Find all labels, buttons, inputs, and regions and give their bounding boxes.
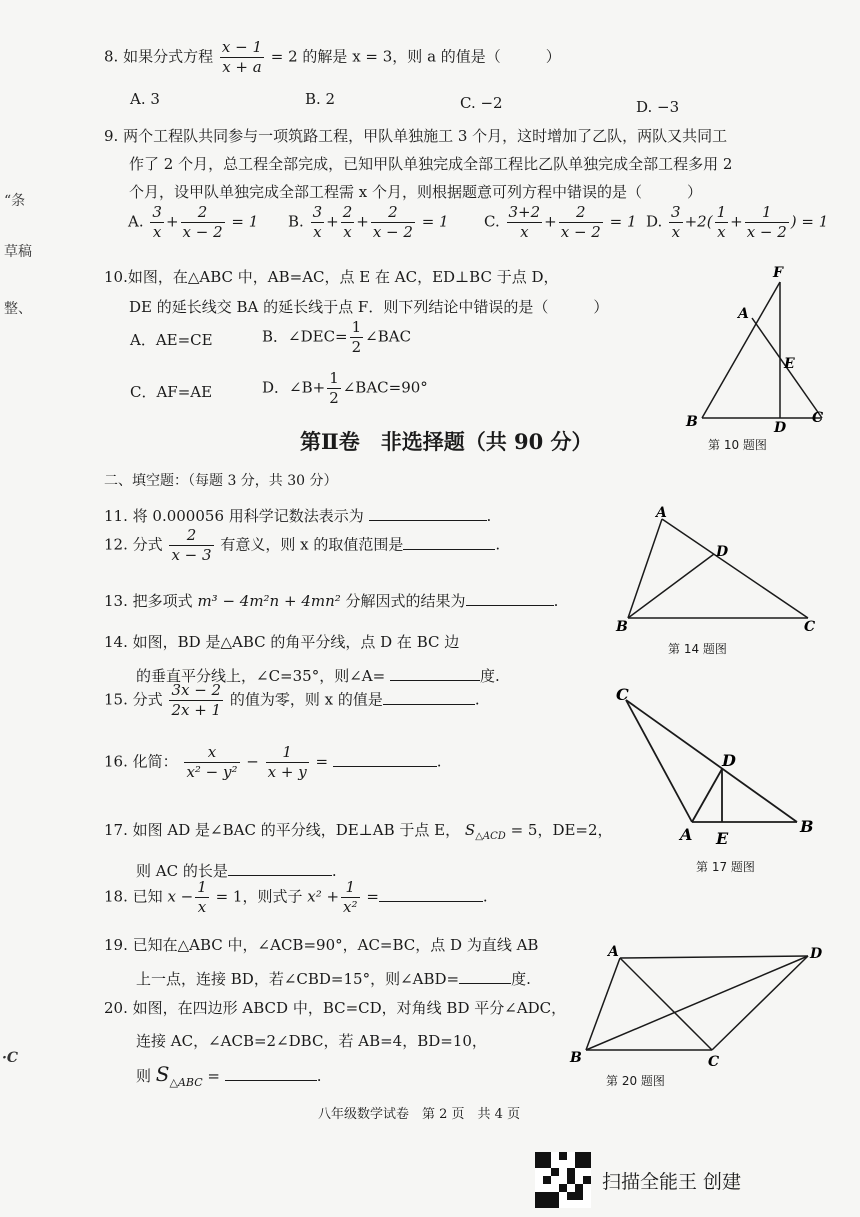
question-19: 19. 已知在△ABC 中，∠ACB=90°，AC=BC，点 D 为直线 AB 上一点，连接 BD，若∠CBD=15°，则∠ABD= 度.: [104, 936, 539, 988]
svg-text:C: C: [708, 1054, 720, 1068]
q9-option-d: D. $\frac{3}{x}$ +2( $\frac{1}{x}$ + $\frac{1}{x - 2}$ ) = 1: [646, 203, 829, 241]
q9-option-a: A. $\frac{3}{x}$ + $\frac{2}{x - 2}$ = 1: [128, 203, 259, 241]
question-13: 13. 把多项式 m³ − 4m²n + 4mn² 分解因式的结果为 .: [104, 592, 559, 610]
q12-answer-blank[interactable]: [403, 535, 495, 550]
svg-text:D: D: [774, 420, 787, 432]
question-17: 17. 如图 AD 是∠BAC 的平分线，DE⊥AB 于点 E， $S_{\triangle ACD} = 5$，DE=2， 则 AC 的长是 .: [104, 821, 613, 880]
q16-answer-blank[interactable]: [333, 752, 437, 767]
question-15: 15. 分式 $\frac{3x - 2}{2x + 1}$ 的值为零，则 x 的值是 .: [104, 681, 480, 719]
q11-answer-blank[interactable]: [369, 506, 487, 521]
q18-answer-blank[interactable]: [379, 887, 483, 902]
scanner-watermark: 扫描全能王 创建: [602, 1171, 742, 1193]
svg-text:A: A: [656, 505, 667, 521]
svg-text:B: B: [686, 414, 698, 430]
svg-text:A: A: [738, 306, 749, 322]
svg-text:D: D: [810, 946, 823, 962]
svg-text:B: B: [570, 1050, 582, 1066]
margin-text-3: 整、: [4, 301, 32, 317]
q10-option-d: D．∠B+ $\frac{1}{2}$ ∠BAC=90°: [262, 369, 428, 407]
q13-answer-blank[interactable]: [466, 591, 554, 606]
q8-option-d: D. −3: [636, 98, 680, 116]
q9-option-b: B. $\frac{3}{x}$ + $\frac{2}{x}$ + $\frac{2}{x - 2}$ = 1: [288, 203, 449, 241]
q14-answer-blank[interactable]: [390, 666, 480, 681]
svg-text:B: B: [800, 817, 814, 836]
question-12: 12. 分式 $\frac{2}{x - 3}$ 有意义，则 x 的取值范围是 .: [104, 526, 501, 564]
svg-text:A: A: [608, 944, 619, 960]
qr-code-icon: [535, 1152, 591, 1208]
figure-20-caption: 第 20 题图: [606, 1074, 665, 1088]
question-9: 9. 两个工程队共同参与一项筑路工程，甲队单独施工 3 个月，这时增加了乙队，两队又共同工 作了 2 个月，总工程全部完成，已知甲队单独完成全部工程比乙队单独完成全部工程多用 2 个月，设甲队单独完成全部工程需 x 个月，则根据题意可列方程中错误的是（ ）: [104, 127, 733, 201]
q8-option-b: B. 2: [305, 90, 336, 108]
figure-10: [682, 262, 832, 432]
question-11: 11. 将 0.000056 用科学记数法表示为 .: [104, 507, 492, 525]
question-8: 8. 如果分式方程 $\frac{x - 1}{x + a}$ = 2 的解是 x = 3，则 a 的值是（ ）: [104, 38, 561, 76]
question-16: 16. 化简： $\frac{x}{\text{x² − y²}}$ − $\frac{1}{x + y}$ = .: [104, 743, 442, 781]
svg-text:D: D: [722, 751, 736, 770]
question-20: 20. 如图，在四边形 ABCD 中，BC=CD，对角线 BD 平分∠ADC， 连接 AC，∠ACB=2∠DBC，若 AB=4，BD=10， 则 $S_{\triangle ABC}$ = .: [104, 999, 567, 1089]
figure-20: [566, 938, 826, 1068]
figure-17: [612, 684, 817, 854]
section-title: 第Ⅱ卷 非选择题（共 90 分）: [300, 429, 593, 454]
figure-14-caption: 第 14 题图: [668, 642, 727, 656]
question-10: 10.如图，在△ABC 中，AB=AC，点 E 在 AC，ED⊥BC 于点 D， DE 的延长线交 BA 的延长线于点 F．则下列结论中错误的是（ ）: [104, 268, 609, 316]
q17-answer-blank[interactable]: [228, 861, 332, 876]
question-14: 14. 如图，BD 是△ABC 的角平分线，点 D 在 BC 边 的垂直平分线上，∠C=35°，则∠A= 度.: [104, 633, 500, 685]
q15-answer-blank[interactable]: [383, 690, 475, 705]
q8-option-a: A. 3: [130, 90, 160, 108]
q10-option-a: A．AE=CE: [130, 331, 213, 349]
margin-text-2: 草稿: [4, 244, 32, 260]
part2-title: 二、填空题：（每题 3 分，共 30 分）: [104, 473, 338, 489]
svg-text:F: F: [773, 265, 783, 281]
q9-option-c: C. $\frac{3+2}{x}$ + $\frac{2}{x - 2}$ = 1: [484, 203, 637, 241]
q20-answer-blank[interactable]: [225, 1066, 317, 1081]
question-18: 18. 已知 x − $\frac{1}{x}$ = 1，则式子 x² + $\frac{1}{\text{x²}}$ = .: [104, 878, 488, 916]
figure-10-caption: 第 10 题图: [708, 438, 767, 452]
page-footer: 八年级数学试卷 第 2 页 共 4 页: [318, 1107, 521, 1122]
q10-option-c: C．AF=AE: [130, 383, 213, 401]
svg-text:E: E: [716, 829, 729, 848]
margin-text-1: “条: [4, 193, 26, 209]
figure-17-caption: 第 17 题图: [696, 860, 755, 874]
q8-option-c: C. −2: [460, 94, 503, 112]
svg-text:E: E: [784, 356, 795, 372]
margin-text-4: ·C: [2, 1050, 19, 1066]
svg-text:C: C: [616, 685, 629, 704]
svg-text:B: B: [616, 619, 628, 635]
svg-text:A: A: [680, 825, 693, 844]
svg-text:C: C: [804, 619, 816, 635]
q8-fraction: $\frac{x - 1}{x + a}$: [221, 38, 262, 76]
figure-14: [610, 503, 825, 638]
q19-answer-blank[interactable]: [459, 969, 511, 984]
svg-text:C: C: [812, 410, 824, 426]
svg-text:D: D: [716, 544, 729, 560]
q10-option-b: B．∠DEC= $\frac{1}{2}$ ∠BAC: [262, 318, 412, 356]
